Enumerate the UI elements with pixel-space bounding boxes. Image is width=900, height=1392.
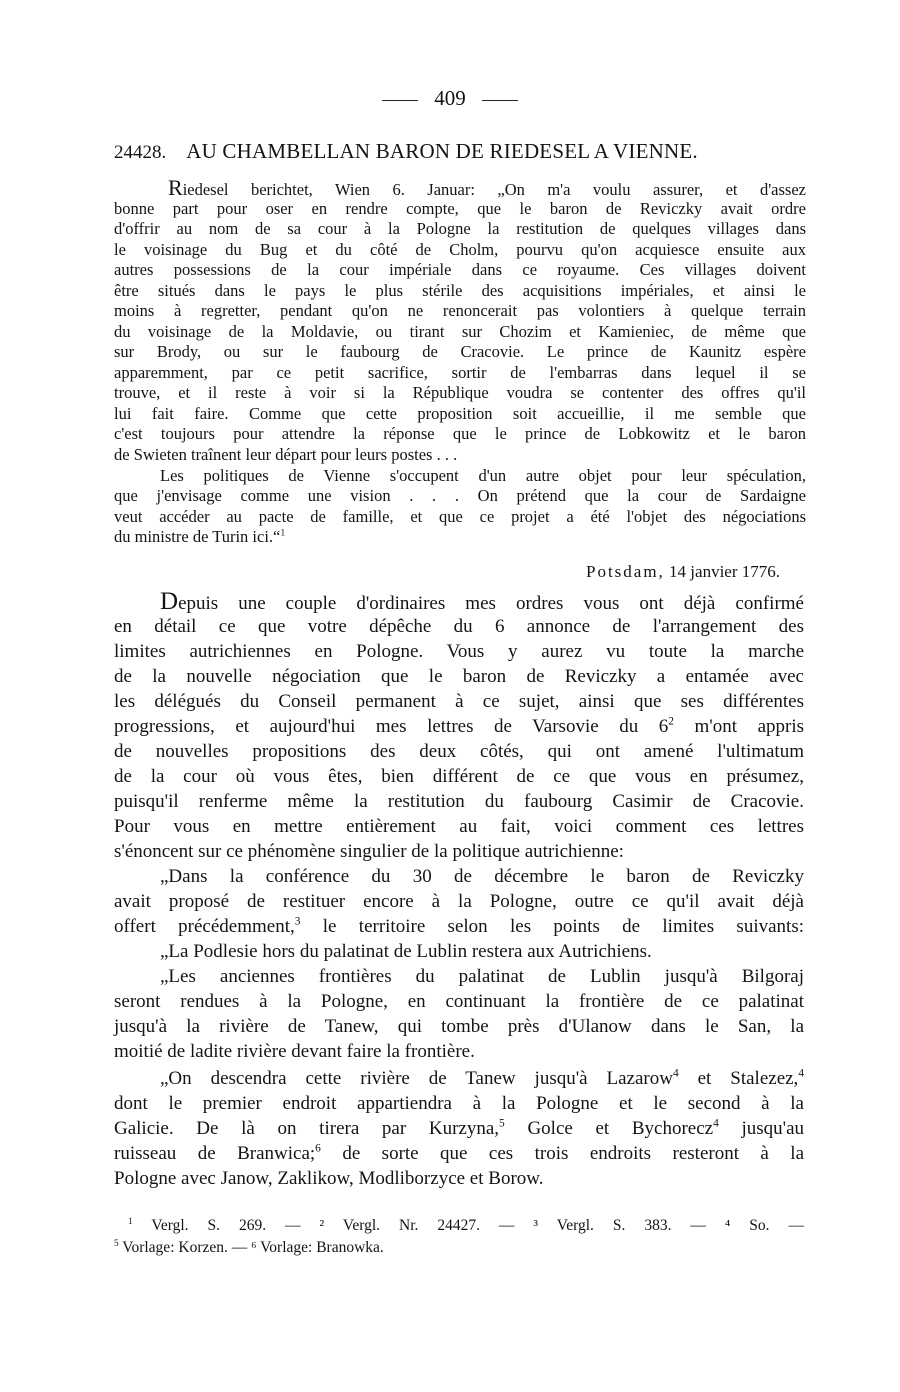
letter-title: AU CHAMBELLAN BARON DE RIEDESEL A VIENNE. <box>186 139 698 163</box>
body-line: jusqu'à la rivière de Tanew, qui tombe près d'Ulanow dans le San, la <box>114 1016 804 1037</box>
body-line: avait proposé de restituer encore à la Pologne, outre ce qu'il avait déjà <box>114 891 804 912</box>
footnote-marker: 4 <box>798 1067 805 1080</box>
body-line: s'énoncent sur ce phénomène singulier de la politique autrichienne: <box>114 841 624 862</box>
body-line <box>114 1116 804 1141</box>
body-line: de la nouvelle négociation que le baron de Reviczky a entamée avec <box>114 666 804 687</box>
body-line: puisqu'il renferme même la restitution du faubourg Casimir de Cracovie. <box>114 791 804 812</box>
summary-line: trouve, et il reste à voir si la République voudra se contenter des offres qu'il <box>114 383 806 402</box>
body-line: moitié de ladite rivière devant faire la frontière. <box>114 1041 475 1062</box>
body-line: les délégués du Conseil permanent à ce sujet, ainsi que ses différentes <box>114 691 804 712</box>
page-number-dash-right <box>482 100 518 101</box>
summary-line: autres possessions de la cour impériale dans ce royaume. Ces villages doivent <box>114 260 806 279</box>
body-line <box>160 1066 804 1091</box>
footnote-marker: 5 <box>499 1117 505 1130</box>
summary-line: du voisinage de la Moldavie, ou tirant sur Chozim et Kamieniec, de même que <box>114 322 806 341</box>
summary-line <box>168 175 806 200</box>
footnote-marker: 1 <box>128 1216 133 1227</box>
body-line: „La Podlesie hors du palatinat de Lublin restera aux Autrichiens. <box>160 941 652 962</box>
body-line-text: offert précédemment, <box>114 916 295 937</box>
summary-line: veut accéder au pacte de famille, et que ce projet a été l'objet des négociations <box>114 507 806 526</box>
footnote-marker: 2 <box>668 715 674 728</box>
dateline-place: Potsdam, <box>585 562 665 581</box>
summary-line: moins à regretter, pendant qu'on ne renoncerait pas volontiers à quelque terrain <box>114 301 806 320</box>
body-line-text: m'ont appris <box>694 716 804 737</box>
body-dropcap: D <box>160 588 179 615</box>
page-number-text: 409 <box>434 86 466 110</box>
body-line-text: le territoire selon les points de limites suivants: <box>322 916 804 937</box>
body-line <box>114 1141 804 1166</box>
body-line: Pour vous en mettre entièrement au fait, voici comment ces lettres <box>114 816 804 837</box>
body-line: „Dans la conférence du 30 de décembre le baron de Reviczky <box>160 866 804 887</box>
body-line-text: epuis une couple d'ordinaires mes ordres vous ont déjà confirmé <box>178 593 804 614</box>
body-line: de nouvelles propositions des deux côtés, qui ont amené l'ultimatum <box>114 741 804 762</box>
footnote-line <box>114 1237 804 1259</box>
footnote-text: Vorlage: Korzen. — ⁶ Vorlage: Branowka. <box>122 1239 384 1256</box>
summary-line: Les politiques de Vienne s'occupent d'un autre objet pour leur spéculation, <box>160 466 806 485</box>
body-line <box>114 714 804 739</box>
footnote-marker: 4 <box>672 1067 679 1080</box>
summary-line-text: du ministre de Turin ici.“ <box>114 527 281 546</box>
summary-line: être situés dans le pays le plus stérile des acquisitions impériales, et ainsi le <box>114 281 806 300</box>
footnote-marker: 1 <box>280 527 286 539</box>
body-line: dont le premier endroit appartiendra à la Pologne et le second à la <box>114 1093 804 1114</box>
body-line: limites autrichiennes en Pologne. Vous y aurez vu toute la marche <box>114 641 804 662</box>
body-line-text: de sorte que ces trois endroits resteront à la <box>342 1143 805 1164</box>
summary-line: le voisinage du Bug et du côté de Cholm, pourvu qu'on acquiesce ensuite aux <box>114 240 806 259</box>
body-line-text: jusqu'au <box>741 1118 805 1139</box>
summary-line: c'est toujours pour attendre la réponse que le prince de Lobkowitz et le baron <box>114 424 806 443</box>
body-line-text: „On descendra cette rivière de Tanew jusqu'à Lazarow <box>160 1068 673 1089</box>
body-line-text: et Stalezez, <box>697 1068 799 1089</box>
summary-line-text: iedesel berichtet, Wien 6. Januar: „On m'a voulu assurer, et d'assez <box>182 180 806 199</box>
letter-heading <box>114 137 804 167</box>
dateline-date: 14 janvier 1776. <box>669 562 780 581</box>
summary-line: que j'envisage comme une vision . . . On prétend que la cour de Sardaigne <box>114 486 806 505</box>
footnote-marker: 3 <box>294 915 301 928</box>
footnote-marker: 6 <box>315 1142 321 1155</box>
dateline <box>586 561 780 583</box>
body-line: seront rendues à la Pologne, en continuant la frontière de ce palatinat <box>114 991 804 1012</box>
summary-dropcap: R <box>168 175 183 200</box>
summary-line: d'offrir au nom de sa cour à la Pologne la restitution de quelques villages dans <box>114 219 806 238</box>
summary-line: apparemment, par ce petit sacrifice, sortir de l'embarras dans lequel il se <box>114 363 806 382</box>
letter-number: 24428. <box>114 142 167 163</box>
footnote-text: Vergl. S. 269. — ² Vergl. Nr. 24427. — ³ Vergl. S. 383. — ⁴ So. — <box>151 1217 804 1234</box>
footnote-marker: 4 <box>713 1117 719 1130</box>
page-number-dash-left <box>382 100 418 101</box>
body-line: en détail ce que votre dépêche du 6 annonce de l'arrangement des <box>114 616 804 637</box>
body-line-text: Galicie. De là on tirera par Kurzyna, <box>114 1118 500 1139</box>
body-line: „Les anciennes frontières du palatinat de Lublin jusqu'à Bilgoraj <box>160 966 804 987</box>
summary-line: de Swieten traînent leur départ pour leurs postes . . . <box>114 445 458 464</box>
summary-line: bonne part pour oser en rendre compte, que le baron de Reviczky avait ordre <box>114 199 806 218</box>
footnote-line <box>128 1215 804 1237</box>
body-line <box>114 914 804 939</box>
summary-line: sur Brody, ou sur le faubourg de Cracovie. Le prince de Kaunitz espère <box>114 342 806 361</box>
body-line: de la cour où vous êtes, bien différent de ce que vous en présumez, <box>114 766 804 787</box>
body-line-text: Golce et Bychorecz <box>527 1118 714 1139</box>
page-number <box>0 86 900 110</box>
body-line-text: progressions, et aujourd'hui mes lettres de Varsovie du 6 <box>114 716 669 737</box>
body-line <box>160 589 804 616</box>
footnote-marker: 5 <box>114 1238 119 1249</box>
body-line: Pologne avec Janow, Zaklikow, Modliborzyce et Borow. <box>114 1168 544 1189</box>
body-line-text: ruisseau de Branwica; <box>114 1143 316 1164</box>
summary-line <box>114 527 806 547</box>
summary-line: lui fait faire. Comme que cette proposition soit accueillie, il me semble que <box>114 404 806 423</box>
